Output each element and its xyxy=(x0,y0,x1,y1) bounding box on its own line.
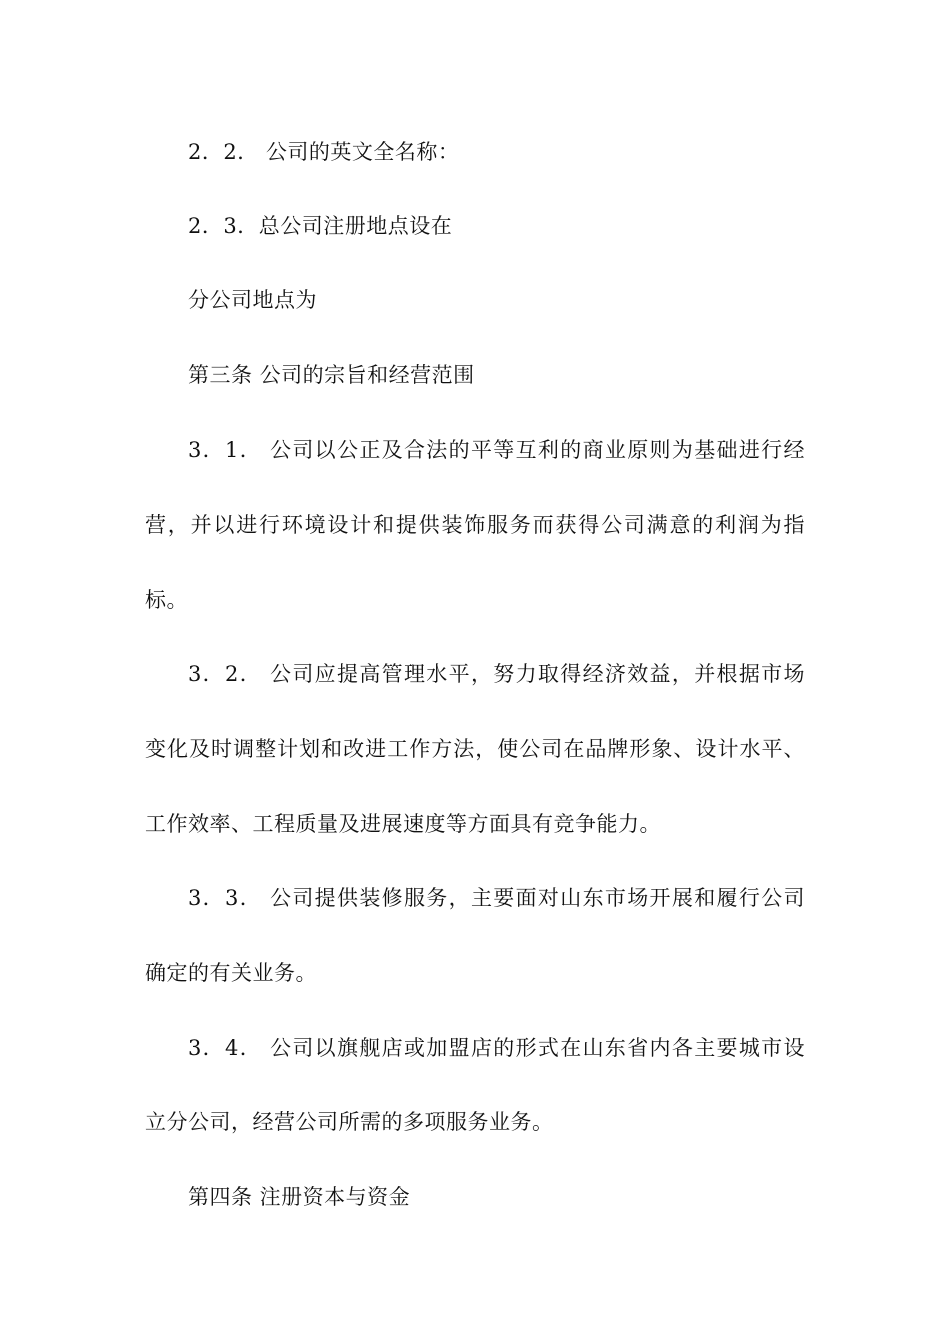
clause-3-4-line-2: 立分公司，经营公司所需的多项服务业务。 xyxy=(145,1110,554,1134)
clause-3-2-line-3: 工作效率、工程质量及进展速度等方面具有竞争能力。 xyxy=(145,812,661,836)
article-4-heading: 第四条 注册资本与资金 xyxy=(188,1185,411,1209)
clause-3-2-line-1: 3．2． 公司应提高管理水平，努力取得经济效益，并根据市场 xyxy=(188,662,805,686)
clause-3-1-line-2: 营，并以进行环境设计和提供装饰服务而获得公司满意的利润为指 xyxy=(145,513,805,537)
article-3-heading: 第三条 公司的宗旨和经营范围 xyxy=(188,363,475,387)
branch-office-location: 分公司地点为 xyxy=(188,288,317,312)
clause-3-4-line-1: 3．4． 公司以旗舰店或加盟店的形式在山东省内各主要城市设 xyxy=(188,1036,805,1060)
clause-3-1-line-1: 3．1． 公司以公正及合法的平等互利的商业原则为基础进行经 xyxy=(188,438,805,462)
clause-2-3-head-office-location: 2．3．总公司注册地点设在 xyxy=(188,214,453,238)
clause-2-2-english-name: 2．2． 公司的英文全名称： xyxy=(188,140,460,164)
clause-3-3-line-2: 确定的有关业务。 xyxy=(145,961,317,985)
clause-3-2-line-2: 变化及时调整计划和改进工作方法，使公司在品牌形象、设计水平、 xyxy=(145,737,805,761)
clause-3-1-line-3: 标。 xyxy=(145,588,188,612)
clause-3-3-line-1: 3．3． 公司提供装修服务，主要面对山东市场开展和履行公司 xyxy=(188,886,805,910)
